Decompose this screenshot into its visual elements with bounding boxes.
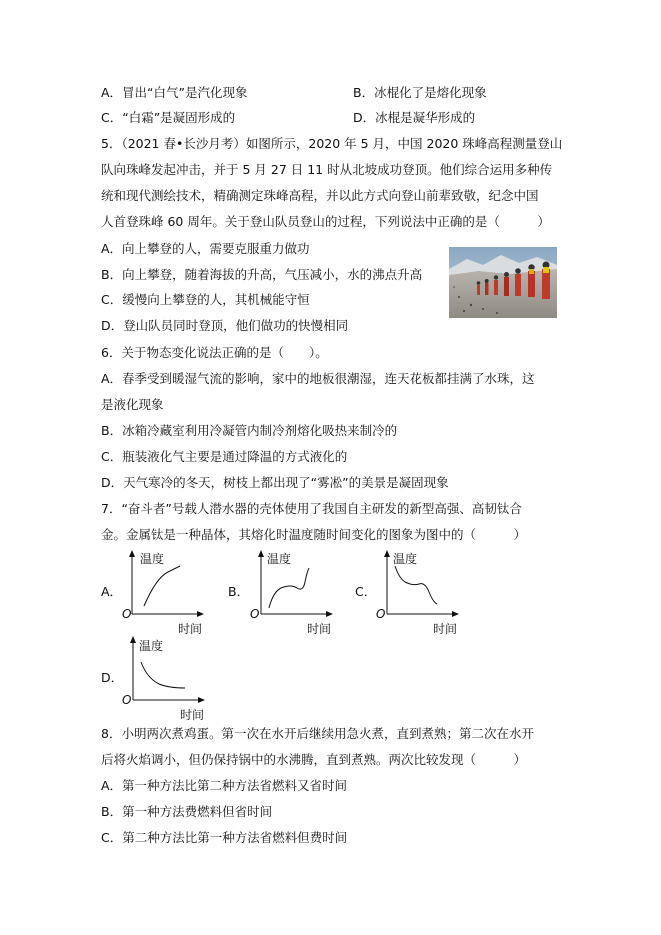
graph-b-x-label: 时间 — [307, 622, 332, 636]
q5-stem-line-3: 统和现代测绘技术，精确测定珠峰高程，并以此方式向登山前辈致敬，纪念中国 — [101, 188, 539, 203]
q4-option-d: D．冰棍是凝华形成的 — [353, 110, 476, 125]
q6-option-b: B．冰箱冷藏室利用冷凝管内制冷剂熔化吸热来制冷的 — [101, 423, 398, 438]
q5-stem-line-2: 队向珠峰发起冲击，并于 5 月 27 日 11 时从北坡成功登顶。他们综合运用多种传 — [101, 162, 553, 177]
graph-d-origin: O — [122, 693, 132, 707]
q6-option-c: C．瓶装液化气主要是通过降温的方式液化的 — [101, 449, 348, 464]
q6-option-a-line-2: 是液化现象 — [101, 397, 164, 412]
q7-stem-line-2: 金。金属钛是一种晶体，其熔化时温度随时间变化的图象为图中的（ ） — [101, 527, 527, 542]
q6-option-d: D．天气寒冷的冬天，树枝上都出现了“雾凇”的美景是凝固现象 — [101, 475, 449, 490]
graph-a-letter: A． — [101, 584, 123, 599]
q5-option-c: C．缓慢向上攀登的人，其机械能守恒 — [101, 292, 310, 307]
q5-option-a: A．向上攀登的人，需要克服重力做功 — [101, 241, 310, 256]
graph-b-letter: B． — [228, 584, 250, 599]
graph-c-y-arrow — [384, 550, 390, 557]
q5-option-d: D．登山队员同时登顶，他们做功的快慢相同 — [101, 318, 349, 333]
graph-a-origin: O — [122, 607, 132, 621]
q8-option-c: C．第二种方法比第一种方法省燃料但费时间 — [101, 830, 348, 845]
graph-a-y-label: 温度 — [140, 552, 165, 566]
graph-d-x-arrow — [198, 697, 205, 703]
graph-d-x-label: 时间 — [180, 708, 205, 722]
graph-a-x-arrow — [197, 611, 204, 617]
graph-a-x-label: 时间 — [178, 622, 203, 636]
climbers-photo — [449, 247, 557, 318]
graph-c-x-arrow — [452, 611, 459, 617]
q6-stem: 6．关于物态变化说法正确的是（ ）。 — [101, 345, 328, 360]
graph-a-curve — [144, 566, 180, 606]
q8-option-a: A．第一种方法比第二种方法省燃料又省时间 — [101, 778, 348, 793]
graph-b-curve — [269, 568, 309, 608]
q4-option-b: B．冰棍化了是熔化现象 — [353, 85, 487, 100]
graph-d-y-arrow — [130, 636, 136, 643]
q5-stem-line-1: 5．（2021 春•长沙月考）如图所示，2020 年 5 月，中国 2020 珠峰高程测量登山 — [101, 136, 563, 151]
graph-c-origin: O — [376, 607, 386, 621]
graph-b-origin: O — [250, 607, 260, 621]
graph-b-y-label: 温度 — [267, 552, 292, 566]
q5-stem-line-4: 人首登珠峰 60 周年。关于登山队员登山的过程，下列说法中正确的是（ ） — [101, 214, 550, 229]
graph-c-y-label: 温度 — [393, 552, 418, 566]
graph-a-y-arrow — [129, 550, 135, 557]
q7-stem-line-1: 7．“奋斗者”号载人潜水器的壳体使用了我国自主研发的新型高强、高韧钛合 — [101, 501, 522, 516]
graph-c-curve — [395, 566, 437, 604]
q8-stem-line-2: 后将火焰调小，但仍保持锅中的水沸腾，直到煮熟。两次比较发现（ ） — [101, 752, 527, 767]
q8-option-b: B．第一种方法费燃料但省时间 — [101, 804, 273, 819]
q5-option-b: B．向上攀登，随着海拔的升高，气压减小，水的沸点升高 — [101, 267, 423, 282]
q8-stem-line-1: 8．小明两次煮鸡蛋。第一次在水开后继续用急火煮，直到煮熟；第二次在水开 — [101, 726, 534, 741]
graph-b-x-arrow — [326, 611, 333, 617]
graph-d-letter: D． — [101, 670, 124, 685]
graph-b-y-arrow — [258, 550, 264, 557]
q4-option-c: C．“白霜”是凝固形成的 — [101, 110, 236, 125]
graph-c-letter: C． — [355, 584, 377, 599]
graph-c-x-label: 时间 — [433, 622, 458, 636]
graph-d-curve — [141, 662, 185, 688]
q4-option-a: A．冒出“白气”是汽化现象 — [101, 85, 248, 100]
q6-option-a-line-1: A．春季受到暖湿气流的影响，家中的地板很潮湿，连天花板都挂满了水珠，这 — [101, 371, 535, 386]
graph-d-y-label: 温度 — [139, 639, 164, 653]
